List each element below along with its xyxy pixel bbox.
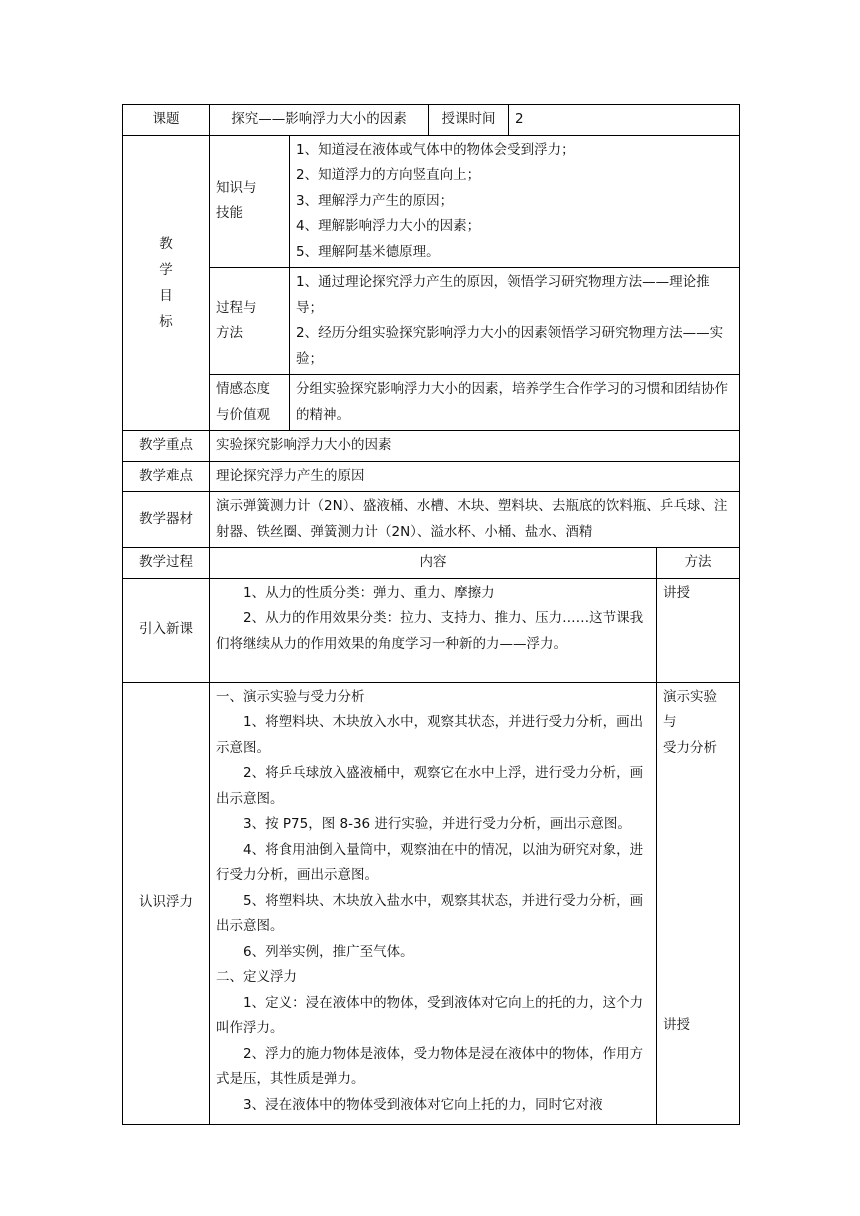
process-header-method: 方法	[657, 548, 740, 579]
knowledge-item: 5、理解阿基米德原理。	[296, 243, 440, 260]
goals-label-char: 标	[159, 313, 173, 330]
difficulty-row	[123, 461, 740, 492]
recognize-item: 2、将乒乓球放入盛液桶中，观察它在水中上浮，进行受力分析，画出示意图。	[216, 765, 644, 807]
process-header-label: 教学过程	[123, 548, 210, 579]
process-label-line: 过程与	[216, 299, 257, 316]
goals-label-char: 教	[159, 235, 173, 252]
process-item: 2、经历分组实验探究影响浮力大小的因素领悟学习研究物理方法——实验；	[296, 325, 724, 367]
recognize-method-line: 受力分析	[663, 739, 717, 756]
goals-label-char: 学	[159, 261, 173, 278]
recognize-item: 3、浸在液体中的物体受到液体对它向上托的力，同时它对液	[243, 1096, 603, 1113]
equipment-row	[123, 492, 740, 548]
recognize-item: 3、按 P75，图 8-36 进行实验，并进行受力分析，画出示意图。	[243, 816, 631, 832]
header-row	[123, 105, 740, 136]
goals-label	[123, 135, 210, 431]
knowledge-label-line: 技能	[216, 205, 243, 222]
emotion-label-line: 情感态度	[216, 381, 270, 397]
lesson-plan-table	[122, 104, 740, 1125]
recognize-content	[210, 682, 657, 1124]
knowledge-item: 1、知道浸在液体或气体中的物体会受到浮力；	[296, 141, 575, 158]
recognize-method-block	[663, 685, 733, 1115]
process-items	[290, 268, 740, 375]
emotion-label	[210, 375, 290, 431]
recognize-method-lecture: 讲授	[663, 1016, 690, 1033]
process-header-content: 内容	[210, 548, 657, 579]
key-point-row	[123, 431, 740, 462]
emotion-label-line: 与价值观	[216, 406, 270, 423]
recognize-method-line: 演示实验	[663, 688, 717, 705]
recognize-label: 认识浮力	[123, 682, 210, 1124]
intro-paragraph: 2、从力的作用效果分类：拉力、支持力、推力、压力……这节课我们将继续从力的作用效果的角度学习一种新的力——浮力。	[216, 610, 644, 652]
goal-process-row	[123, 268, 740, 375]
recognize-item: 1、将塑料块、木块放入水中，观察其状态，并进行受力分析，画出示意图。	[216, 714, 644, 756]
recognize-row	[123, 682, 740, 1124]
recognize-heading: 二、定义浮力	[216, 969, 297, 985]
equipment-value: 演示弹簧测力计（2N）、盛液桶、水槽、木块、塑料块、去瓶底的饮料瓶、乒乓球、注射器、铁丝圈、弹簧测力计（2N）、溢水杯、小桶、盐水、酒精	[210, 492, 740, 548]
emotion-text: 分组实验探究影响浮力大小的因素，培养学生合作学习的习惯和团结协作的精神。	[290, 375, 740, 431]
knowledge-items	[290, 135, 740, 268]
goal-emotion-row	[123, 375, 740, 431]
topic-value: 探究——影响浮力大小的因素	[210, 105, 429, 136]
recognize-method	[657, 682, 740, 1124]
knowledge-item: 2、知道浮力的方向竖直向上；	[296, 167, 481, 183]
key-point-label: 教学重点	[123, 431, 210, 462]
knowledge-label-line: 知识与	[216, 179, 257, 196]
difficulty-label: 教学难点	[123, 461, 210, 492]
time-value: 2	[509, 105, 740, 136]
recognize-item: 1、定义：浸在液体中的物体，受到液体对它向上的托的力，这个力叫作浮力。	[216, 994, 644, 1036]
recognize-item: 6、列举实例，推广至气体。	[243, 943, 414, 960]
time-label: 授课时间	[429, 105, 509, 136]
process-header-row	[123, 548, 740, 579]
topic-label: 课题	[123, 105, 210, 136]
process-label-line: 方法	[216, 325, 243, 341]
intro-content	[210, 578, 657, 682]
goal-knowledge-row	[123, 135, 740, 268]
intro-row	[123, 578, 740, 682]
difficulty-value: 理论探究浮力产生的原因	[210, 461, 740, 492]
recognize-item: 4、将食用油倒入量筒中，观察油在中的情况，以油为研究对象，进行受力分析，画出示意图。	[216, 841, 644, 883]
key-point-value: 实验探究影响浮力大小的因素	[210, 431, 740, 462]
intro-label: 引入新课	[123, 578, 210, 682]
goals-label-char: 目	[159, 287, 173, 304]
knowledge-item: 4、理解影响浮力大小的因素；	[296, 218, 481, 234]
recognize-item: 5、将塑料块、木块放入盐水中，观察其状态，并进行受力分析，画出示意图。	[216, 892, 644, 934]
equipment-label: 教学器材	[123, 492, 210, 548]
intro-method: 讲授	[657, 578, 740, 682]
knowledge-item: 3、理解浮力产生的原因；	[296, 192, 454, 209]
intro-paragraph: 1、从力的性质分类：弹力、重力、摩擦力	[243, 584, 495, 601]
knowledge-label	[210, 135, 290, 268]
recognize-method-line: 与	[663, 714, 677, 730]
process-label	[210, 268, 290, 375]
recognize-heading: 一、演示实验与受力分析	[216, 688, 365, 705]
recognize-item: 2、浮力的施力物体是液体，受力物体是浸在液体中的物体，作用方式是压，其性质是弹力。	[216, 1045, 644, 1087]
process-item: 1、通过理论探究浮力产生的原因，领悟学习研究物理方法——理论推导；	[296, 274, 710, 316]
